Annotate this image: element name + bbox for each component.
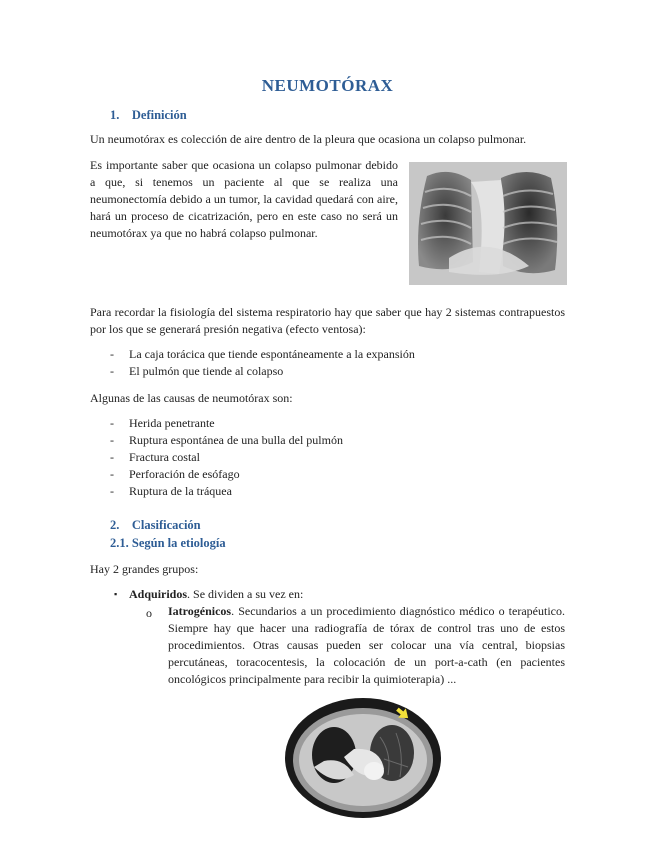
square-bullet: ▪ bbox=[114, 589, 118, 599]
bullet-dash: - bbox=[110, 484, 114, 498]
bullet-dash: - bbox=[110, 467, 114, 481]
page-title: NEUMOTÓRAX bbox=[261, 76, 394, 95]
ct-scan-image bbox=[284, 697, 442, 819]
list-item: - El pulmón que tiende al colapso bbox=[110, 364, 284, 378]
section-label: Definición bbox=[131, 108, 187, 122]
iatrogenicos-term: Iatrogénicos bbox=[168, 604, 232, 618]
section-2-heading bbox=[110, 518, 201, 533]
list-item: - Perforación de esófago bbox=[110, 467, 240, 481]
section-number: 2.1. bbox=[110, 536, 129, 550]
physiology-paragraph: Para recordar la fisiología del sistema respiratorio hay que saber que hay 2 sistemas contrapuestos por los que se generará presión negativa (efecto ventosa): bbox=[90, 305, 565, 336]
section-label: Según la etiología bbox=[131, 536, 226, 550]
bullet-dash: - bbox=[110, 347, 114, 361]
list-item: - Fractura costal bbox=[110, 450, 200, 464]
list-item: - La caja torácica que tiende espontáneamente a la expansión bbox=[110, 347, 415, 361]
bullet-dash: - bbox=[110, 450, 114, 464]
chest-xray-image bbox=[409, 162, 567, 285]
section-2-1-heading bbox=[110, 536, 226, 551]
importance-paragraph: Es importante saber que ocasiona un colapso pulmonar debido a que, si tenemos un paciente al que se realiza una neumonectomía debido a un tumor, la cavidad quedará con aire, hará un proceso de cicatrización, pero en este caso no será un neumotórax ya que no habrá colapso pulmonar. bbox=[90, 158, 398, 240]
section-number: 1. bbox=[110, 108, 120, 122]
list-item: - Ruptura espontánea de una bulla del pulmón bbox=[110, 433, 343, 447]
list-item: - Herida penetrante bbox=[110, 416, 215, 430]
adquiridos-item: Adquiridos. Se dividen a su vez en: bbox=[129, 587, 304, 601]
list-item: - Ruptura de la tráquea bbox=[110, 484, 232, 498]
section-number: 2. bbox=[110, 518, 120, 532]
groups-intro: Hay 2 grandes grupos: bbox=[90, 562, 199, 576]
causes-intro: Algunas de las causas de neumotórax son: bbox=[90, 391, 293, 405]
circle-bullet: o bbox=[146, 606, 152, 620]
section-label: Clasificación bbox=[131, 518, 201, 532]
adquiridos-term: Adquiridos bbox=[129, 587, 188, 601]
bullet-dash: - bbox=[110, 416, 114, 430]
definition-paragraph: Un neumotórax es colección de aire dentro de la pleura que ocasiona un colapso pulmonar. bbox=[90, 132, 527, 146]
section-1-heading bbox=[110, 108, 187, 123]
bullet-dash: - bbox=[110, 433, 114, 447]
iatrogenicos-item: Iatrogénicos. Secundarios a un procedimiento diagnóstico médico o terapéutico. Siempre hay que hacer una radiografía de tórax de control tras uno de estos procedimientos. Otras causas pueden ser colocar una vía central, biopsias percutáneas, toracocentesis, la colocación de un port-a-cath (en pacientes oncológicos principalmente para recibir la quimioterapia) ... bbox=[168, 604, 565, 686]
bullet-dash: - bbox=[110, 364, 114, 378]
